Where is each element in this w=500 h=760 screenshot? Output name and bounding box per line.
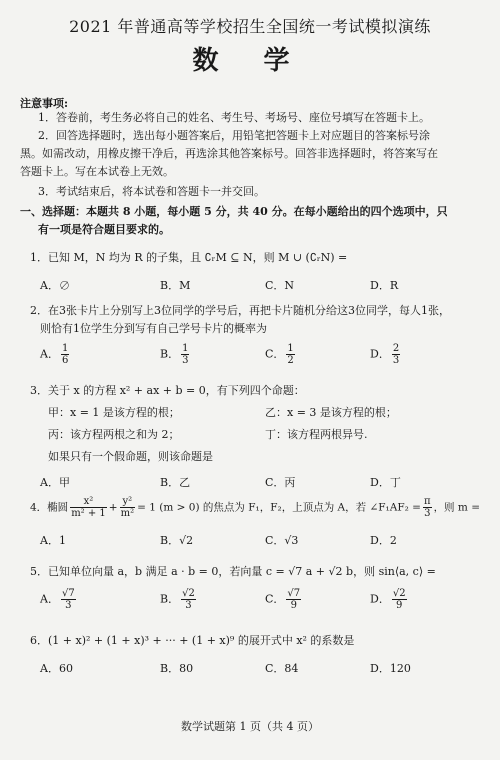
fraction-numerator: √7: [287, 588, 301, 599]
subject-title: 数 学: [192, 46, 308, 76]
option-label: A．: [40, 347, 59, 361]
fraction-numerator: √7: [61, 588, 75, 599]
q4-option-c: C．√3: [265, 534, 299, 547]
q4-suffix: ，则 m =: [433, 501, 480, 514]
section-heading: 一、选择题：本题共 8 小题，每小题 5 分，共 40 分。在每小题给出的四个选项中，只: [20, 205, 448, 218]
question-3-stem-cont: 如果只有一个假命题，则该命题是: [48, 450, 213, 463]
fraction-numerator: √2: [392, 588, 406, 599]
q6-option-b: B．80: [160, 662, 194, 675]
option-label: B．: [160, 592, 180, 606]
fraction-denominator: 9: [290, 600, 297, 611]
q2-option-d: [370, 343, 402, 366]
option-label: B．: [160, 347, 180, 361]
q6-option-c: C．84: [265, 662, 299, 675]
fraction-numerator: 1: [61, 343, 69, 354]
q6-option-a: A．60: [40, 662, 73, 675]
fraction-numerator: 1: [182, 343, 189, 354]
fraction-denominator: 3: [65, 600, 72, 611]
q3-proposition-jia: 甲：x = 1 是该方程的根；: [48, 406, 180, 419]
q2-option-b: [160, 343, 191, 366]
q5-option-d: [370, 588, 409, 611]
q4-middle: = 1 (m > 0) 的焦点为 F₁，F₂，上顶点为 A，若 ∠F₁AF₂ =: [137, 501, 421, 514]
fraction-denominator: 3: [185, 600, 192, 611]
option-label: C．: [265, 347, 285, 361]
q1-option-d: D．R: [370, 279, 399, 292]
q4-option-d: D．2: [370, 534, 397, 547]
note-line: 1．答卷前，考生务必将自己的姓名、考生号、考场号、座位号填写在答题卡上。: [38, 111, 430, 124]
plus-sign: +: [108, 501, 118, 514]
fraction: [181, 588, 196, 611]
q3-option-d: D．丁: [370, 476, 401, 489]
option-label: C．: [265, 592, 285, 606]
q3-option-c: C．丙: [265, 476, 296, 489]
q3-proposition-ding: 丁：该方程两根异号.: [265, 428, 368, 441]
q6-option-d: D．120: [370, 662, 411, 675]
question-4-stem: [30, 496, 480, 519]
notes-heading: 注意事项:: [20, 97, 69, 110]
q1-option-c: C．N: [265, 279, 295, 292]
question-2-stem-cont: 则恰有1位学生分到写有自己学号卡片的概率为: [40, 322, 267, 335]
fraction: [286, 343, 294, 366]
fraction-numerator: y²: [120, 496, 136, 508]
fraction: [286, 588, 301, 611]
q4-option-a: A．1: [40, 534, 66, 547]
question-1-stem: 1．已知 M，N 均为 R 的子集，且 ∁ᵣM ⊆ N，则 M ∪ (∁ᵣN) =: [30, 251, 348, 264]
fraction-denominator: 3: [424, 508, 431, 519]
q5-option-c: [265, 588, 303, 611]
fraction: [392, 343, 400, 366]
q3-option-a: A．甲: [40, 476, 70, 489]
option-label: D．: [370, 347, 390, 361]
fraction: [181, 343, 189, 366]
q1-option-b: B．M: [160, 279, 191, 292]
q2-option-c: [265, 343, 297, 366]
page-footer: 数学试题第 1 页（共 4 页）: [181, 720, 319, 733]
exam-title: 2021 年普通高等学校招生全国统一考试模拟演练: [69, 17, 431, 36]
fraction-denominator: 3: [182, 355, 189, 366]
fraction-denominator: m²: [120, 508, 135, 519]
question-5-stem: 5．已知单位向量 a，b 满足 a · b = 0，若向量 c = √7 a + √2 b，则 sin⟨a, c⟩ =: [30, 565, 436, 578]
fraction-numerator: 2: [392, 343, 400, 354]
section-heading-cont: 有一项是符合题目要求的。: [38, 223, 170, 236]
fraction-denominator: 3: [392, 355, 400, 366]
fraction: [61, 343, 69, 366]
question-6-stem: 6．(1 + x)² + (1 + x)³ + ··· + (1 + x)⁹ 的展开式中 x² 的系数是: [30, 634, 355, 647]
note-line: 黑。如需改动，用橡皮擦干净后，再选涂其他答案标号。回答非选择题时，将答案写在: [20, 147, 438, 160]
q4-option-b: B．√2: [160, 534, 194, 547]
question-3-stem: 3．关于 x 的方程 x² + ax + b = 0，有下列四个命题：: [30, 384, 305, 397]
fraction-numerator: x²: [70, 496, 107, 508]
option-label: A．: [40, 592, 59, 606]
fraction: [392, 588, 407, 611]
fraction-numerator: √2: [182, 588, 195, 599]
note-line: 2．回答选择题时，选出每小题答案后，用铅笔把答题卡上对应题目的答案标号涂: [38, 129, 430, 142]
fraction-denominator: m² + 1: [71, 508, 106, 519]
note-line: 3．考试结束后，将本试卷和答题卡一并交回。: [38, 185, 265, 198]
q2-option-a: [40, 343, 71, 366]
fraction-denominator: 9: [396, 600, 403, 611]
q3-proposition-bing: 丙：该方程两根之和为 2；: [48, 428, 180, 441]
q3-option-b: B．乙: [160, 476, 191, 489]
q5-option-b: [160, 588, 198, 611]
fraction-denominator: 2: [287, 355, 294, 366]
fraction: [120, 496, 136, 519]
note-line: 答题卡上。写在本试卷上无效。: [20, 165, 174, 178]
q3-proposition-yi: 乙：x = 3 是该方程的根；: [265, 406, 397, 419]
question-2-stem: 2．在3张卡片上分别写上3位同学的学号后，再把卡片随机分给这3位同学，每人1张，: [30, 304, 450, 317]
option-label: D．: [370, 592, 390, 606]
fraction-numerator: π: [423, 496, 431, 507]
q5-option-a: [40, 588, 78, 611]
q1-option-a: A．∅: [40, 279, 70, 292]
fraction: [70, 496, 107, 519]
q4-prefix: 4．椭圆: [30, 501, 69, 514]
fraction-numerator: 1: [287, 343, 294, 354]
fraction: [61, 588, 76, 611]
fraction: [423, 496, 432, 519]
fraction-denominator: 6: [61, 355, 69, 366]
